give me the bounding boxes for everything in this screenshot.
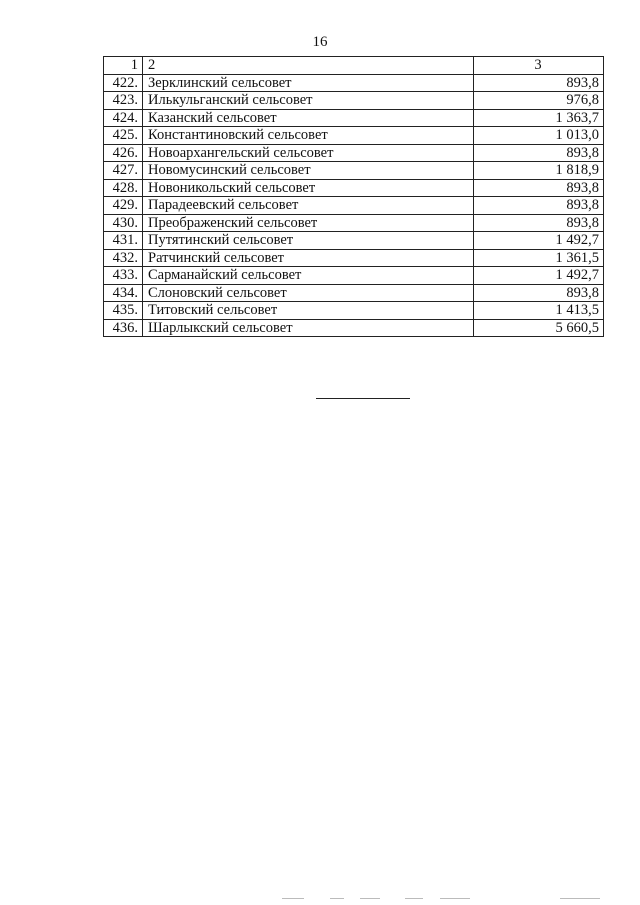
table-row (104, 214, 604, 232)
table-row (104, 197, 604, 215)
table-row (104, 162, 604, 180)
council-name: Титовский сельсовет (143, 302, 474, 320)
row-number: 424. (104, 109, 143, 127)
council-name: Новоникольский сельсовет (143, 179, 474, 197)
table-row (104, 232, 604, 250)
amount-value: 893,8 (474, 179, 604, 197)
row-number: 436. (104, 319, 143, 337)
council-name: Новомусинский сельсовет (143, 162, 474, 180)
amount-value: 893,8 (474, 197, 604, 215)
row-number: 430. (104, 214, 143, 232)
row-number: 432. (104, 249, 143, 267)
table-row (104, 284, 604, 302)
council-name: Сарманайский сельсовет (143, 267, 474, 285)
row-number: 422. (104, 74, 143, 92)
table-row (104, 319, 604, 337)
council-name: Ратчинский сельсовет (143, 249, 474, 267)
amount-value: 1 013,0 (474, 127, 604, 145)
table-row (104, 249, 604, 267)
row-number: 431. (104, 232, 143, 250)
row-number: 429. (104, 197, 143, 215)
table-row (104, 267, 604, 285)
council-name: Шарлыкский сельсовет (143, 319, 474, 337)
amount-value: 1 492,7 (474, 232, 604, 250)
table-body (104, 74, 604, 337)
table-header-row (104, 57, 604, 75)
table-row (104, 127, 604, 145)
amount-value: 976,8 (474, 92, 604, 110)
table-row (104, 179, 604, 197)
table-row (104, 74, 604, 92)
end-rule (316, 398, 410, 399)
amount-value: 1 361,5 (474, 249, 604, 267)
council-name: Преображенский сельсовет (143, 214, 474, 232)
council-name: Парадеевский сельсовет (143, 197, 474, 215)
row-number: 434. (104, 284, 143, 302)
subsidy-table (103, 56, 604, 337)
table-row (104, 92, 604, 110)
row-number: 427. (104, 162, 143, 180)
council-name: Новоархангельский сельсовет (143, 144, 474, 162)
row-number: 425. (104, 127, 143, 145)
amount-value: 893,8 (474, 144, 604, 162)
scan-marks (0, 898, 640, 902)
row-number: 435. (104, 302, 143, 320)
amount-value: 893,8 (474, 284, 604, 302)
amount-value: 1 413,5 (474, 302, 604, 320)
row-number: 426. (104, 144, 143, 162)
table-row (104, 302, 604, 320)
amount-value: 1 363,7 (474, 109, 604, 127)
amount-value: 5 660,5 (474, 319, 604, 337)
council-name: Илькульганский сельсовет (143, 92, 474, 110)
council-name: Казанский сельсовет (143, 109, 474, 127)
amount-value: 893,8 (474, 214, 604, 232)
column-header-1: 1 (104, 57, 143, 75)
council-name: Путятинский сельсовет (143, 232, 474, 250)
amount-value: 1 492,7 (474, 267, 604, 285)
council-name: Зерклинский сельсовет (143, 74, 474, 92)
column-header-2: 2 (143, 57, 474, 75)
amount-value: 1 818,9 (474, 162, 604, 180)
council-name: Слоновский сельсовет (143, 284, 474, 302)
page-number: 16 (312, 34, 328, 50)
row-number: 423. (104, 92, 143, 110)
table-row (104, 109, 604, 127)
row-number: 428. (104, 179, 143, 197)
council-name: Константиновский сельсовет (143, 127, 474, 145)
row-number: 433. (104, 267, 143, 285)
table-row (104, 144, 604, 162)
amount-value: 893,8 (474, 74, 604, 92)
column-header-3: 3 (474, 57, 604, 75)
